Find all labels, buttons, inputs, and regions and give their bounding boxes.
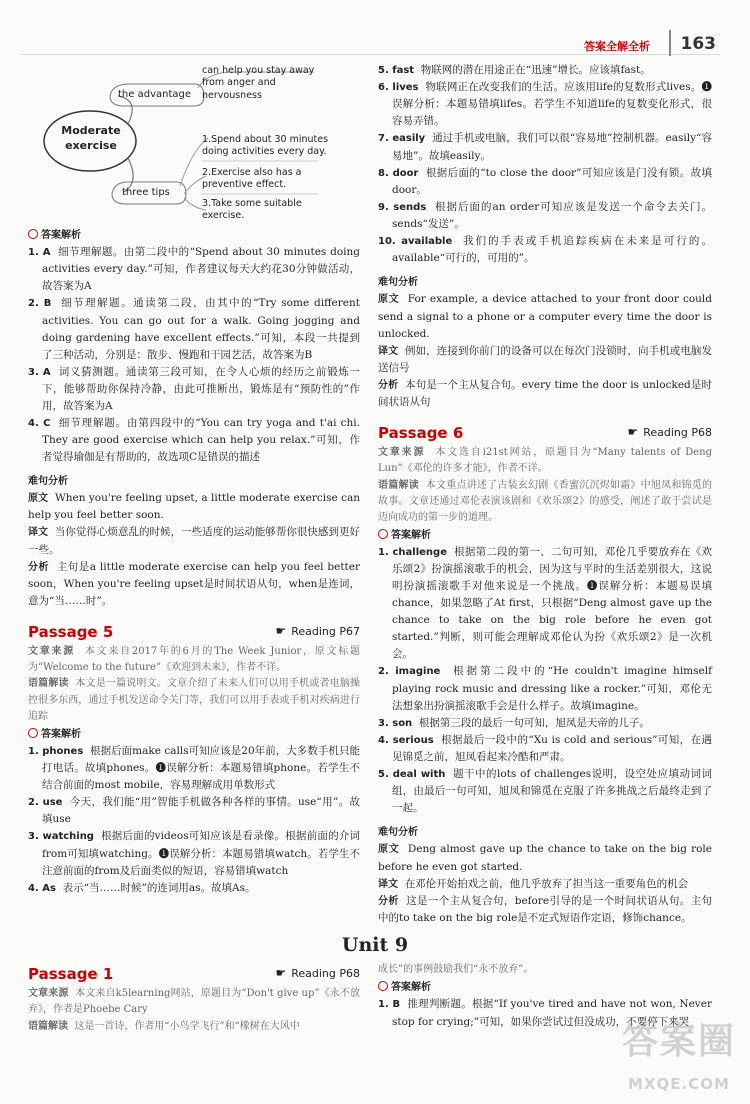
- hard-sentence-translation: 译文 当你觉得心烦意乱的时候，一些适度的运动能够帮你很快感到更好一些。: [28, 526, 361, 556]
- left-column: [28, 58, 360, 897]
- answer-icon: [28, 229, 38, 239]
- passage-source: 文章来源 本文选自i21st网站，原题目为“Many talents of Deng Lun”《邓伦的许多才能》，作者不详。: [378, 447, 713, 475]
- answer-item: 3. son 根据第三段的最后一句可知，旭凤是天帝的儿子。: [378, 716, 650, 729]
- hard-sentence-original: 原文 For example, a device attached to your front door could send a signal to a phone or a computer every time the door is unlocked.: [378, 293, 712, 340]
- answer-icon: [378, 529, 388, 539]
- answer-heading: 答案解析: [28, 228, 360, 244]
- header-section-title: 答案全解全析: [584, 40, 650, 53]
- answer-heading: 答案解析: [378, 528, 712, 544]
- watermark-main: 答案圈: [621, 1021, 736, 1063]
- mind-map: [28, 58, 360, 226]
- answer-item: 4. serious 根据最后一段中的“Xu is cold and serious”可知，在遇见锦觅之前，旭凤看起来冷酷和严肃。: [378, 733, 712, 764]
- pointing-hand-icon: ☛: [275, 624, 287, 639]
- answer-icon: [378, 981, 388, 991]
- page-header: [0, 0, 750, 62]
- right-column: [378, 62, 712, 927]
- passage-1-header: [28, 962, 360, 986]
- answer-item: 4. As 表示“当……时候”的连词用as。故填As。: [28, 881, 256, 894]
- hard-sentence-heading: 难句分析: [378, 827, 418, 839]
- answer-item: 8. door 根据后面的“to close the door”可知应该是门没有锁。故填door。: [378, 166, 712, 196]
- answer-item: 1. phones 根据后面make calls可知应该是20年前，大多数手机只能打电话。故填phones。❶误解分析：本题易错填phone。若学生不结合前面的most mobile，容易理解成用单数形式: [28, 745, 360, 792]
- hard-sentence-analysis: 分析 这是一个主从复合句，before引导的是一个时间状语从句。主句中的to take on the big role是不定式短语作定语，修饰chance。: [378, 894, 712, 924]
- passage-intro: 语篇解读 本文重点讲述了古装玄幻剧《香蜜沉沉烬如霜》中旭凤和锦觅的故事。文章还通过邓伦表演该剧和《欢乐颂2》的感受，阐述了敢于尝试是迈向成功的第一步的道理。: [378, 479, 713, 523]
- watermark: [622, 1013, 736, 1096]
- page-number: 163: [680, 34, 716, 54]
- answer-icon: [28, 728, 38, 738]
- passage-title: Passage 1: [28, 965, 114, 983]
- hard-sentence-original: 原文 When you're feeling upset, a little moderate exercise can help you feel better soon.: [28, 492, 360, 522]
- mind-map-tip-2: 2.Exercise also has a preventive effect.: [202, 167, 302, 191]
- answer-item: 2. use 今天，我们能“用”智能手机做各种各样的事情。use“用”。故填use: [28, 796, 360, 826]
- answer-item: 2. B 细节理解题。通读第二段，由其中的“Try some different activities. You can go out for a walk. Going jogging and doing gardening have excellent effects.”可知，本段一共提到了三种活动，分别是：散步、慢跑和干园艺活，故答案为B: [28, 297, 360, 361]
- reading-page: ☛ Reading P67: [275, 624, 360, 639]
- passage-5-header: [28, 620, 360, 644]
- pointing-hand-icon: ☛: [627, 425, 639, 440]
- mind-map-branch-tips: three tips: [122, 187, 170, 198]
- hard-sentence-heading: 难句分析: [378, 277, 418, 289]
- answer-item: 5. deal with 题干中的lots of challenges说明，设空处应填动词词组，由最后一句可知，旭凤和锦觅在克服了许多挑战之后最终走到了一起。: [378, 768, 713, 815]
- answer-item: 9. sends 根据后面的an order可知应该是发送一个命令去关门。sends“发送”。: [378, 200, 713, 230]
- answer-heading: 答案解析: [378, 980, 712, 996]
- answer-item: 1. challenge 根据第二段的第一、二句可知，邓伦几乎要放弃在《欢乐颂2》扮演摇滚歌手的机会，因为这与平时的生活差别很大，这说明扮演摇滚歌手对他来说是一个挑战。❶误解分析：本题易误填chance，如果忽略了At first，只根据“Deng almost gave up the chance to take on the big role before he even got started.”判断，则可能会理解成邓伦认为扮《欢乐颂2》是一次机会。: [378, 546, 712, 661]
- watermark-url: MXQE.COM: [628, 1074, 730, 1093]
- passage-source: 文章来源 本文来自k5learning网站，原题目为“Don't give up”《永不放弃》，作者是Phoebe Cary: [28, 988, 361, 1016]
- passage-intro: 语篇解读 本文是一篇说明文。文章介绍了未来人们可以用手机或者电脑操控很多东西，通过手机发送命令关门等，我们可以用手表或手机对疾病进行追踪: [28, 678, 361, 722]
- mind-map-branch-advantage: the advantage: [118, 89, 191, 100]
- mind-map-tip-3: 3.Take some suitable exercise.: [202, 198, 302, 222]
- answer-item: 2. imagine 根据第二段中的“He couldn't imagine himself playing rock music and dressing like a rocker.”可知，邓伦无法想象出扮演摇滚歌手会是什么样子。故填imagine。: [378, 665, 712, 712]
- answer-item: 7. easily 通过手机或电脑，我们可以很“容易地”控制机器。easily“容易地”。故填easily。: [378, 132, 712, 162]
- answer-item: 4. C 细节理解题。由第四段中的“You can try yoga and t'ai chi. They are good exercise which can help you relax.”可知，作者觉得瑜伽是有帮助的，故选项C是错误的描述: [28, 416, 360, 463]
- mind-map-center: Moderate exercise: [61, 124, 121, 152]
- passage-intro: 语篇解读 这是一首诗，作者用“小鸟学飞行”和“橡树在大风中: [28, 1020, 300, 1032]
- header-divider: [669, 30, 671, 56]
- answer-item: 3. A 词义猜测题。通读第三段可知，在令人心烦的经历之前锻炼一下，能够帮助你保持冷静，由此可推断出，锻炼是有“预防性的”作用，故答案为A: [28, 365, 360, 412]
- answer-item: 5. fast 物联网的潜在用途正在“迅速”增长。应该填fast。: [378, 64, 651, 76]
- answer-item: 1. B 推理判断题。根据“If you've tired and have not won, Never stop for crying;”可知，如果你尝试过但没成功，不要停下来哭: [378, 998, 712, 1028]
- passage-intro-continued: 成长”的事例鼓励我们“永不放弃”。: [378, 964, 534, 975]
- hard-sentence-translation: 译文 在邓伦开始拍戏之前，他几乎放弃了担当这一重要角色的机会: [378, 877, 689, 890]
- answer-item: 10. available 我们的手表或手机追踪疾病在未来是可行的。available“可行的，可用的”。: [378, 234, 712, 265]
- passage-6-header: [378, 421, 712, 445]
- answer-item: 6. lives 物联网正在改变我们的生活。应该用life的复数形式lives。❶误解分析：本题易错填lifes。若学生不知道life的复数变化形式，很容易弄错。: [378, 81, 712, 128]
- hard-sentence-heading: 难句分析: [28, 475, 68, 487]
- passage-title: Passage 6: [378, 423, 464, 442]
- unit-title: Unit 9: [341, 934, 409, 956]
- mind-map-tip-1: 1.Spend about 30 minutes doing activities every day.: [202, 134, 329, 158]
- passage-source: 文章来源 本文来自2017年的6月的The Week Junior，原文标题为“Welcome to the future”《欢迎到未来》，作者不详。: [28, 645, 361, 674]
- unit-9-left-column: [28, 962, 360, 1035]
- hard-sentence-analysis: 分析 本句是一个主从复合句。every time the door is unlocked是时间状语从句: [378, 378, 712, 408]
- hard-sentence-analysis: 分析 主句是a little moderate exercise can help you feel better soon，When you're feeling upset是时间状语从句，when是连词，意为“当……时”。: [28, 560, 360, 607]
- passage-title: Passage 5: [28, 622, 114, 641]
- hard-sentence-original: 原文 Deng almost gave up the chance to take on the big role before he even got started.: [378, 843, 712, 873]
- reading-page: ☛ Reading P68: [627, 425, 712, 440]
- pointing-hand-icon: ☛: [275, 966, 287, 981]
- answer-item: 3. watching 根据后面的videos可知应该是看录像。根据前面的介词from可知填watching。❶误解分析：本题易错填watch。若学生不注意前面的from及后面类似的短语，容易错填watch: [28, 830, 360, 877]
- reading-page: ☛ Reading P68: [275, 966, 360, 981]
- mind-map-advantage-note: can help you stay away from anger and nervousness: [202, 65, 315, 101]
- answer-heading: 答案解析: [28, 727, 360, 743]
- hard-sentence-translation: 译文 例如，连接到你前门的设备可以在每次门没锁时，向手机或电脑发送信号: [378, 344, 713, 374]
- answer-item: 1. A 细节理解题。由第二段中的“Spend about 30 minutes doing activities every day.”可知，作者建议每天大约花30分钟做活动，故答案为A: [28, 246, 360, 293]
